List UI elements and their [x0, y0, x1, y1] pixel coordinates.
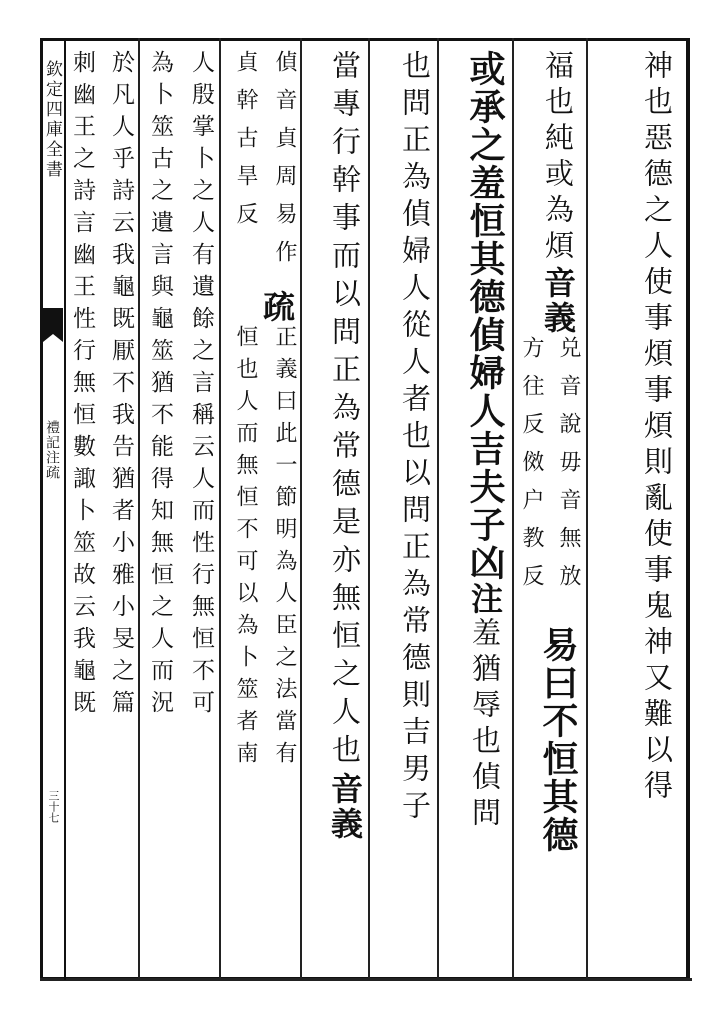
margin-book-name: 禮記注疏 [44, 420, 60, 480]
classic-text: 或承之羞恒其德偵婦人吉夫子凶 [464, 50, 506, 582]
text-column-6 [222, 50, 300, 975]
column-rule [300, 38, 302, 980]
note-right: 於凡人乎詩云我龜既厭不我告猶者小雅小旻之篇 [108, 50, 134, 722]
zhu-marker: 注 [466, 582, 504, 617]
shu-marker: 疏 [258, 290, 296, 325]
fish-tail-mark [43, 308, 63, 334]
yinyi-marker: 音義 [326, 772, 364, 842]
column-rule [138, 38, 140, 980]
note-right: 偵音貞周易作 [272, 50, 297, 278]
margin-page-number: 三十七 [47, 790, 60, 823]
column-text: 福也純或為煩 [541, 50, 575, 266]
column-rule [586, 38, 588, 980]
note-left: 為卜筮古之遺言與龜筮猶不能得知無恒之人而況 [147, 50, 173, 722]
column-rule [437, 38, 439, 980]
column-text: 羞猶辱也偵問 [468, 617, 502, 833]
text-column-3 [441, 50, 511, 975]
note-left: 恒也人而無恒不可以為卜筮者南 [233, 325, 258, 773]
note-left: 貞幹古旱反 [233, 50, 258, 240]
column-text: 神也惡德之人使事煩事煩則亂使事鬼神又難以得 [640, 50, 674, 806]
column-rule [512, 38, 514, 980]
note-right: 人殷掌卜之人有遺餘之言稱云人而性行無恒不可 [188, 50, 214, 722]
text-column-2 [516, 50, 584, 975]
note-right: 兑音說毋音無放 [556, 336, 581, 602]
column-text: 也問正為偵婦人從人者也以問正為常德則吉男子 [398, 50, 432, 827]
text-column-5 [304, 50, 368, 975]
yinyi-marker: 音義 [539, 266, 577, 336]
note-left: 方往反傚户教反 [519, 336, 544, 602]
text-column-4 [372, 50, 436, 975]
column-rule [368, 38, 370, 980]
margin-book-title: 欽定四庫全書 [42, 60, 62, 180]
text-column-1 [598, 50, 678, 975]
double-line-note [224, 325, 300, 925]
double-line-note [224, 50, 300, 290]
column-text: 當專行幹事而以問正為常德是亦無恒之人也 [328, 50, 362, 772]
margin-divider [64, 38, 66, 980]
text-column-7 [142, 50, 218, 975]
note-right: 正義曰此一節明為人臣之法當有 [272, 325, 297, 773]
classic-text: 易曰不恒其德 [537, 626, 579, 854]
double-line-note [519, 336, 584, 626]
text-column-8 [68, 50, 138, 975]
column-rule [219, 38, 221, 980]
note-left: 刺幽王之詩言幽王性行無恒數諏卜筮故云我龜既 [69, 50, 95, 722]
